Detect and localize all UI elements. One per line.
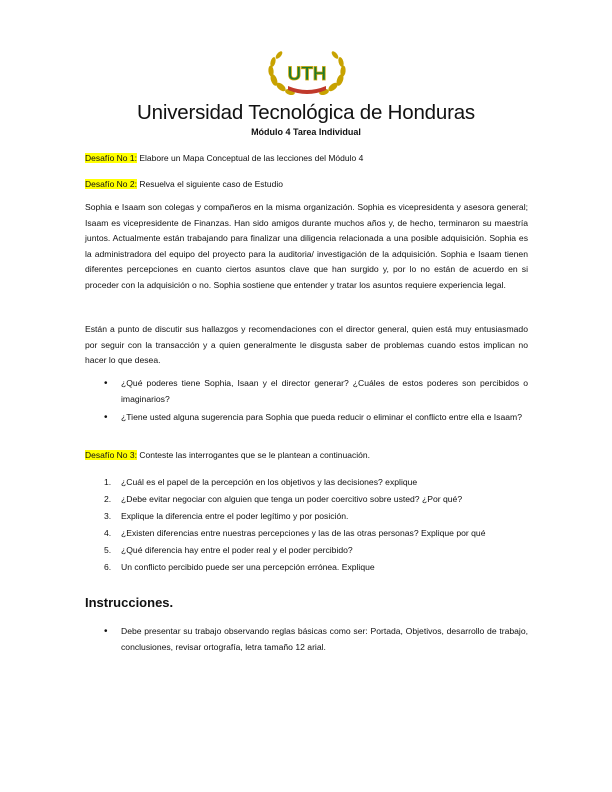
- instructions-heading: Instrucciones.: [85, 595, 174, 610]
- desafio-1-text: Elabore un Mapa Conceptual de las lecciones del Módulo 4: [136, 153, 364, 163]
- desafio-1-label: Desafío No 1:: [85, 153, 137, 163]
- desafio-3-label: Desafío No 3:: [85, 450, 137, 460]
- list-item: • ¿Qué poderes tiene Sophia, Isaan y el director generar? ¿Cuáles de estos poderes son percibidos o imaginarios?: [104, 378, 528, 404]
- case-questions-list: [85, 376, 528, 429]
- case-paragraph-1: Sophia e Isaam son colegas y compañeros en la misma organización. Sophia es vicepresidenta y asesora general; Isaam es vicepresidente de Finanzas. Han sido amigos durante muchos años y, de hecho, terminaron su maestría juntos. Actualmente están trabajando para finalizar una diligencia relacionada a una posible adquisición. Sophia es la administradora del equipo del proyecto para la auditoria/ investigación de la adquisición. Sophia e Isaam tienen diferentes percepciones en cuanto ciertos asuntos clave que han surgido y, por lo no están de acuerdo en si proceder con la adquisición o no. Sophia sostiene que entender y tratar los asuntos requiere experiencia legal.: [85, 202, 528, 290]
- desafio-3-text: Conteste las interrogantes que se le plantean a continuación.: [136, 450, 370, 460]
- desafio-1: [85, 153, 363, 163]
- list-item: 2. ¿Debe evitar negociar con alguien que tenga un poder coercitivo sobre usted? ¿Por qué?: [104, 494, 463, 504]
- desafio-2-label: Desafío No 2:: [85, 179, 137, 189]
- list-item: • ¿Tiene usted alguna sugerencia para Sophia que pueda reducir o eliminar el conflicto entre ella e Isaam?: [85, 410, 528, 426]
- numbered-questions-list: [85, 475, 528, 577]
- desafio-2-text: Resuelva el siguiente caso de Estudio: [136, 179, 283, 189]
- bullet-icon: •: [104, 378, 108, 389]
- list-item: 6. Un conflicto percibido puede ser una percepción errónea. Explique: [104, 562, 375, 572]
- university-logo: [264, 48, 350, 100]
- list-item: 1. ¿Cuál es el papel de la percepción en los objetivos y las decisiones? explique: [104, 477, 418, 487]
- page-title: Universidad Tecnológica de Honduras: [137, 101, 475, 124]
- list-item: • Debe presentar su trabajo observando reglas básicas como ser: Portada, Objetivos, desarrollo de trabajo, conclusiones, revisar ortografía, letra tamaño 12 arial.: [104, 626, 528, 652]
- desafio-2: [85, 179, 283, 189]
- instructions-list: [85, 624, 528, 658]
- bullet-icon: •: [104, 412, 108, 424]
- svg-text:UTH: UTH: [287, 64, 327, 85]
- list-item: 4. ¿Existen diferencias entre nuestras percepciones y las de las otras personas? Explique por qué: [104, 528, 486, 538]
- list-item: 5. ¿Qué diferencia hay entre el poder real y el poder percibido?: [104, 545, 353, 555]
- list-item: 3. Explique la diferencia entre el poder legítimo y por posición.: [104, 511, 349, 521]
- page-subtitle: Módulo 4 Tarea Individual: [251, 127, 361, 137]
- desafio-3: [85, 450, 370, 460]
- bullet-icon: •: [104, 626, 108, 637]
- case-paragraph-2: Están a punto de discutir sus hallazgos y recomendaciones con el director general, quien está muy entusiasmado por seguir con la transacción y a quien generalmente le disgusta saber de problemas cuando estos implican no hacer lo que desea.: [85, 324, 528, 366]
